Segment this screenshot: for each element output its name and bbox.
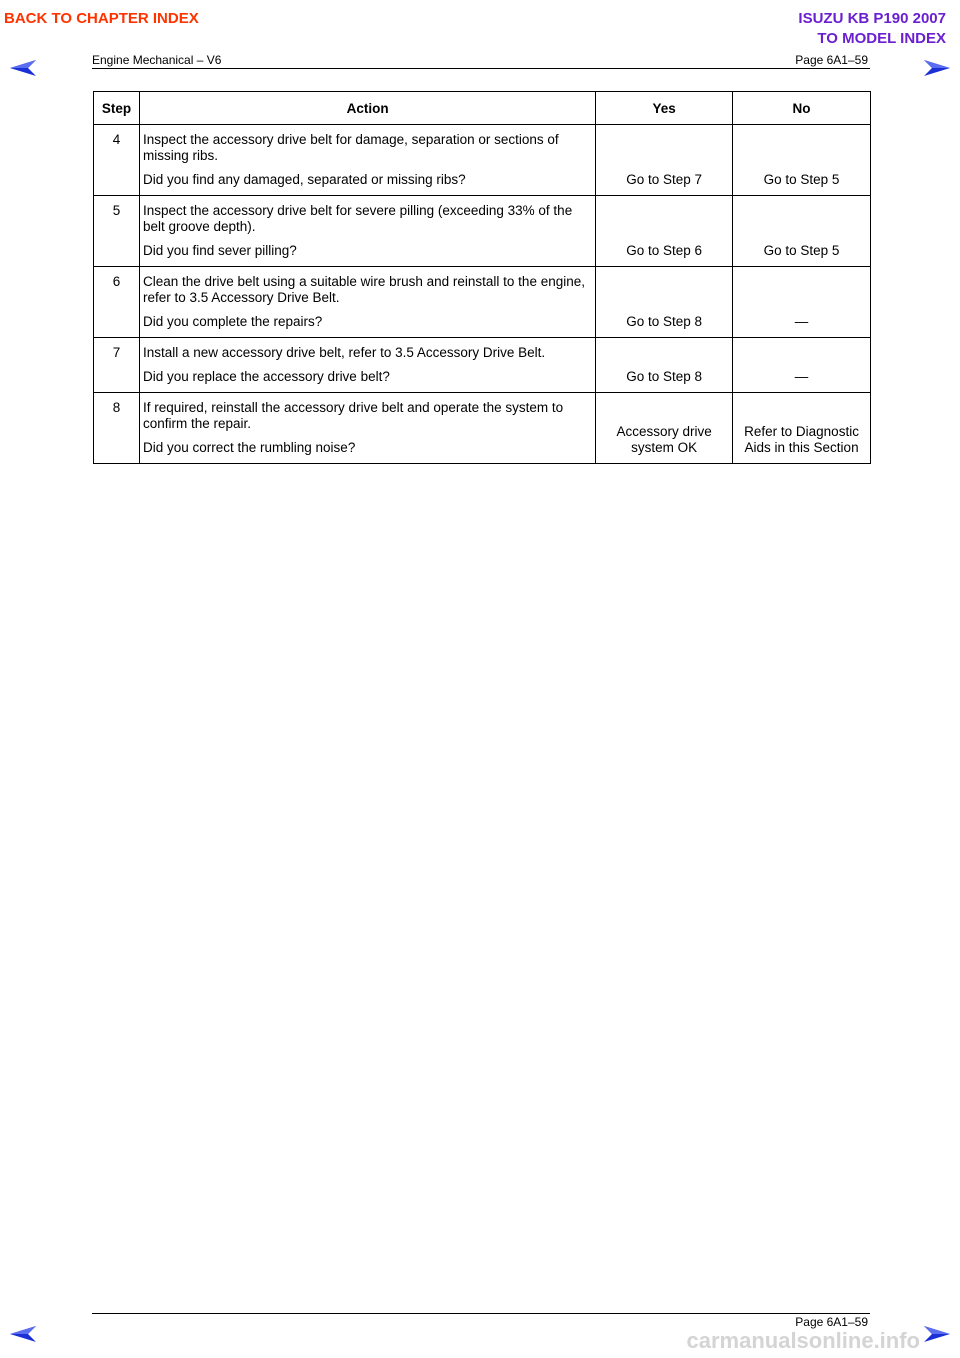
table-row bbox=[94, 196, 871, 267]
action-question: Did you replace the accessory drive belt? bbox=[142, 369, 390, 384]
previous-page-arrow-icon[interactable] bbox=[8, 1324, 38, 1344]
action-text: Clean the drive belt using a suitable wire brush and reinstall to the engine, refer to 3.5 Accessory Drive Belt. bbox=[142, 274, 585, 305]
footer-page-number: Page 6A1–59 bbox=[795, 1315, 868, 1329]
action-text: Install a new accessory drive belt, refer to 3.5 Accessory Drive Belt. bbox=[142, 345, 546, 360]
model-title-link[interactable]: ISUZU KB P190 2007 bbox=[798, 10, 946, 27]
previous-page-arrow-icon[interactable] bbox=[8, 58, 38, 78]
header-rule bbox=[92, 68, 870, 69]
back-to-chapter-index-link[interactable]: BACK TO CHAPTER INDEX bbox=[4, 10, 199, 27]
action-question: Did you correct the rumbling noise? bbox=[142, 440, 356, 455]
step-number: 7 bbox=[94, 338, 140, 393]
action-cell bbox=[139, 267, 595, 338]
action-cell bbox=[139, 125, 595, 196]
action-text: Inspect the accessory drive belt for damage, separation or sections of missing ribs. bbox=[142, 132, 559, 163]
column-header-step: Step bbox=[94, 92, 140, 125]
action-question: Did you complete the repairs? bbox=[142, 314, 323, 329]
action-text: Inspect the accessory drive belt for severe pilling (exceeding 33% of the belt groove depth). bbox=[142, 203, 573, 234]
no-result: Go to Step 5 bbox=[733, 196, 871, 267]
no-result: — bbox=[733, 338, 871, 393]
action-cell bbox=[139, 393, 595, 464]
yes-result: Go to Step 8 bbox=[596, 338, 733, 393]
action-text: If required, reinstall the accessory drive belt and operate the system to confirm the repair. bbox=[142, 400, 564, 431]
table-row bbox=[94, 393, 871, 464]
no-result: Refer to Diagnostic Aids in this Section bbox=[733, 393, 871, 464]
step-number: 6 bbox=[94, 267, 140, 338]
yes-result: Accessory drive system OK bbox=[596, 393, 733, 464]
step-number: 5 bbox=[94, 196, 140, 267]
no-result: — bbox=[733, 267, 871, 338]
yes-result: Go to Step 8 bbox=[596, 267, 733, 338]
table-header-row bbox=[94, 92, 871, 125]
step-number: 8 bbox=[94, 393, 140, 464]
yes-result: Go to Step 7 bbox=[596, 125, 733, 196]
header-section-title: Engine Mechanical – V6 bbox=[92, 53, 222, 67]
yes-result: Go to Step 6 bbox=[596, 196, 733, 267]
to-model-index-link[interactable]: TO MODEL INDEX bbox=[817, 30, 946, 47]
action-question: Did you find sever pilling? bbox=[142, 243, 297, 258]
action-question: Did you find any damaged, separated or missing ribs? bbox=[142, 172, 466, 187]
next-page-arrow-icon[interactable] bbox=[922, 58, 952, 78]
footer-rule bbox=[92, 1313, 870, 1314]
next-page-arrow-icon[interactable] bbox=[922, 1324, 952, 1344]
column-header-yes: Yes bbox=[596, 92, 733, 125]
table-row bbox=[94, 267, 871, 338]
header-page-number: Page 6A1–59 bbox=[795, 53, 868, 67]
diagnostic-table bbox=[93, 91, 871, 464]
action-cell bbox=[139, 196, 595, 267]
column-header-no: No bbox=[733, 92, 871, 125]
table-row bbox=[94, 125, 871, 196]
step-number: 4 bbox=[94, 125, 140, 196]
no-result: Go to Step 5 bbox=[733, 125, 871, 196]
watermark-text: carmanualsonline.info bbox=[686, 1328, 920, 1353]
column-header-action: Action bbox=[139, 92, 595, 125]
table-row bbox=[94, 338, 871, 393]
action-cell bbox=[139, 338, 595, 393]
